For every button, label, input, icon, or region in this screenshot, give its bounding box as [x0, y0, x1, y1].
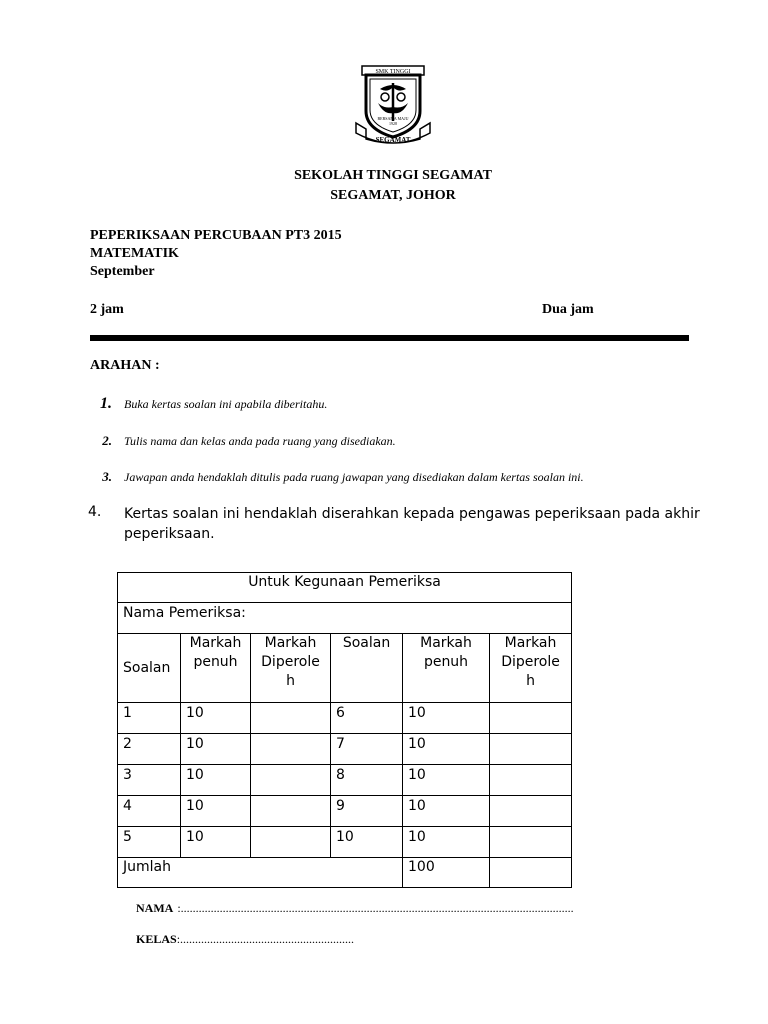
total-value: 100 — [403, 858, 490, 888]
total-row — [118, 858, 572, 888]
table-title: Untuk Kegunaan Pemeriksa — [118, 573, 572, 603]
cell-soalan: 3 — [118, 765, 181, 796]
class-field[interactable] — [136, 932, 354, 947]
instruction-text-1: Buka kertas soalan ini apabila diberitahu. — [124, 397, 328, 411]
table-row — [118, 827, 572, 858]
cell-markah-penuh: 10 — [181, 796, 251, 827]
cell-markah-penuh: 10 — [181, 765, 251, 796]
crest-year: 1928 — [389, 121, 397, 126]
class-label: KELAS — [136, 932, 177, 946]
header-soalan-1: Soalan — [118, 634, 181, 703]
cell-soalan: 7 — [331, 734, 403, 765]
cell-markah-diperoleh[interactable] — [490, 796, 572, 827]
total-obtained-cell[interactable] — [490, 858, 572, 888]
header-markah-penuh-2: Markah penuh — [403, 634, 490, 703]
cell-markah-penuh: 10 — [181, 703, 251, 734]
cell-markah-diperoleh[interactable] — [490, 765, 572, 796]
name-dotted-line: :................................................................................................................................... — [177, 901, 574, 915]
instruction-text-3: Jawapan anda hendaklah ditulis pada ruang jawapan yang disediakan dalam kertas soalan ini. — [124, 470, 584, 484]
instructions-heading: ARAHAN : — [90, 358, 160, 373]
crest-bottom-text: SEGAMAT — [375, 136, 411, 144]
cell-soalan: 4 — [118, 796, 181, 827]
exam-subject: MATEMATIK — [90, 246, 179, 261]
cell-markah-diperoleh[interactable] — [251, 827, 331, 858]
cell-soalan: 2 — [118, 734, 181, 765]
table-row — [118, 765, 572, 796]
cell-markah-penuh: 10 — [403, 827, 490, 858]
cell-soalan: 8 — [331, 765, 403, 796]
divider-rule — [90, 335, 689, 341]
crest-top-text: SMK TINGGI — [375, 69, 411, 75]
header-markah-diperoleh-1: Markah Diperole h — [251, 634, 331, 703]
school-crest-logo — [350, 63, 436, 149]
cell-markah-diperoleh[interactable] — [251, 703, 331, 734]
instruction-number-4: 4. — [88, 504, 102, 520]
instruction-number-1: 1. — [100, 395, 112, 412]
instruction-text-2: Tulis nama dan kelas anda pada ruang yang disediakan. — [124, 434, 396, 448]
cell-markah-penuh: 10 — [181, 734, 251, 765]
school-name: SEKOLAH TINGGI SEGAMAT — [294, 168, 492, 183]
instruction-number-2: 2. — [102, 433, 112, 448]
cell-soalan: 5 — [118, 827, 181, 858]
cell-soalan: 9 — [331, 796, 403, 827]
school-location: SEGAMAT, JOHOR — [330, 188, 456, 203]
cell-markah-diperoleh[interactable] — [251, 765, 331, 796]
cell-markah-diperoleh[interactable] — [490, 827, 572, 858]
exam-title: PEPERIKSAAN PERCUBAAN PT3 2015 — [90, 228, 342, 243]
examiner-marks-table — [117, 572, 572, 888]
cell-markah-penuh: 10 — [403, 765, 490, 796]
header-soalan-2: Soalan — [331, 634, 403, 703]
cell-soalan: 10 — [331, 827, 403, 858]
table-row — [118, 703, 572, 734]
name-label: NAMA — [136, 901, 174, 915]
exam-duration: 2 jam — [90, 302, 124, 317]
cell-markah-penuh: 10 — [403, 703, 490, 734]
table-row — [118, 734, 572, 765]
exam-month: September — [90, 264, 155, 279]
table-row — [118, 796, 572, 827]
header-markah-penuh-1: Markah penuh — [181, 634, 251, 703]
cell-markah-diperoleh[interactable] — [490, 734, 572, 765]
name-field[interactable] — [136, 901, 574, 916]
crest-motto: BERSAMA MAJU — [377, 116, 409, 121]
class-dotted-line: :.......................................................... — [176, 932, 355, 946]
cell-markah-penuh: 10 — [403, 734, 490, 765]
cell-soalan: 6 — [331, 703, 403, 734]
cell-markah-diperoleh[interactable] — [490, 703, 572, 734]
cell-markah-diperoleh[interactable] — [251, 734, 331, 765]
cell-markah-penuh: 10 — [403, 796, 490, 827]
instruction-text-4: Kertas soalan ini hendaklah diserahkan kepada pengawas peperiksaan pada akhir peperiksaan. — [124, 506, 700, 542]
cell-soalan: 1 — [118, 703, 181, 734]
cell-markah-penuh: 10 — [181, 827, 251, 858]
total-label: Jumlah — [118, 858, 403, 888]
cell-markah-diperoleh[interactable] — [251, 796, 331, 827]
header-markah-diperoleh-2: Markah Diperole h — [490, 634, 572, 703]
instruction-number-3: 3. — [102, 469, 112, 484]
exam-duration-words: Dua jam — [542, 302, 594, 317]
examiner-name-label: Nama Pemeriksa: — [118, 603, 572, 634]
